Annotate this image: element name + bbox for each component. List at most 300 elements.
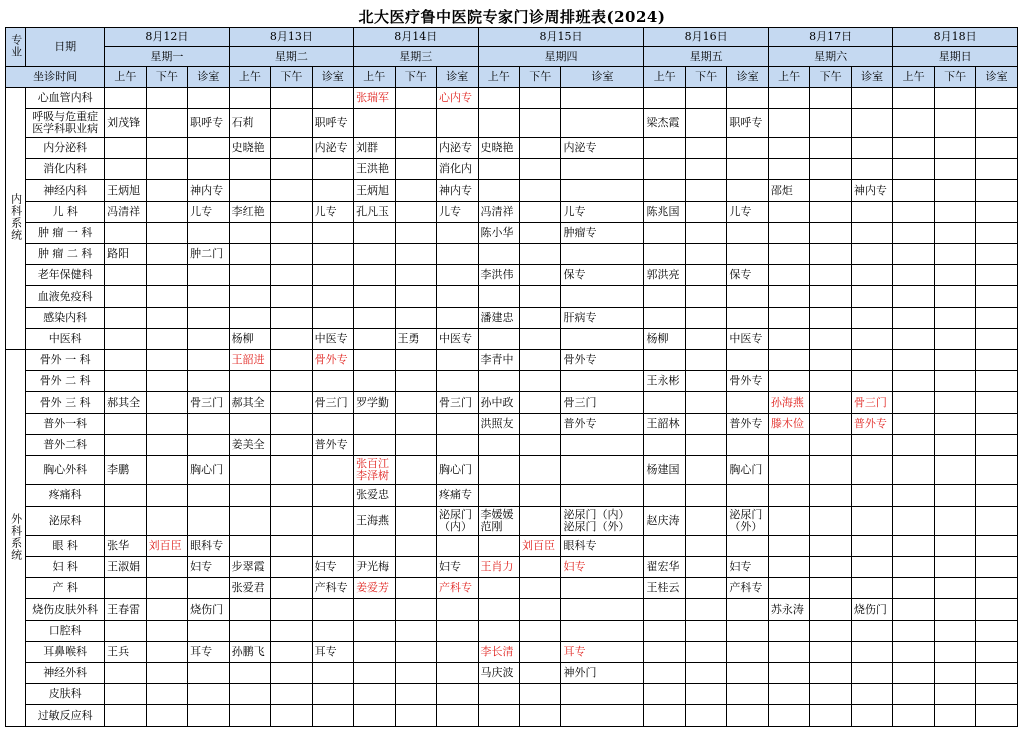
session-header: 下午 — [271, 67, 312, 87]
morning-cell — [768, 222, 809, 243]
morning-cell — [105, 684, 146, 705]
room-cell — [561, 434, 644, 455]
room-cell — [727, 159, 768, 180]
afternoon-cell — [934, 620, 975, 641]
morning-cell: 史晓艳 — [478, 138, 519, 159]
room-cell — [976, 286, 1018, 307]
room-cell — [976, 180, 1018, 201]
afternoon-cell — [520, 159, 561, 180]
room-cell — [851, 485, 892, 506]
room-cell — [727, 599, 768, 620]
room-cell — [437, 108, 478, 137]
morning-cell: 刘茂锋 — [105, 108, 146, 137]
morning-cell — [105, 138, 146, 159]
afternoon-cell — [395, 485, 436, 506]
morning-cell — [229, 456, 270, 485]
session-header: 下午 — [520, 67, 561, 87]
afternoon-cell — [520, 265, 561, 286]
morning-cell — [893, 599, 934, 620]
morning-cell — [768, 434, 809, 455]
afternoon-cell — [934, 705, 975, 727]
session-header: 诊室 — [437, 67, 478, 87]
afternoon-cell — [685, 557, 726, 578]
room-cell: 泌尿门 （内） — [437, 506, 478, 535]
room-cell — [561, 456, 644, 485]
room-cell — [727, 222, 768, 243]
morning-cell: 冯清祥 — [478, 201, 519, 222]
room-cell — [727, 180, 768, 201]
room-cell — [312, 244, 353, 265]
schedule-row — [6, 641, 1018, 662]
afternoon-cell — [271, 506, 312, 535]
afternoon-cell — [520, 392, 561, 413]
morning-cell: 孙海燕 — [768, 392, 809, 413]
morning-cell: 史晓艳 — [229, 138, 270, 159]
morning-cell: 李鹏 — [105, 456, 146, 485]
afternoon-cell — [810, 456, 851, 485]
afternoon-cell — [271, 557, 312, 578]
room-cell: 骨外专 — [312, 350, 353, 371]
morning-cell — [768, 371, 809, 392]
department-name: 感染内科 — [26, 307, 105, 328]
afternoon-cell — [271, 244, 312, 265]
afternoon-cell — [395, 456, 436, 485]
morning-cell — [229, 485, 270, 506]
afternoon-cell — [685, 371, 726, 392]
room-cell — [437, 286, 478, 307]
morning-cell — [478, 87, 519, 108]
time-label: 坐诊时间 — [6, 67, 105, 87]
room-cell — [976, 557, 1018, 578]
morning-cell — [105, 286, 146, 307]
room-cell — [851, 578, 892, 599]
morning-cell — [229, 371, 270, 392]
room-cell — [976, 663, 1018, 684]
schedule-row — [6, 159, 1018, 180]
room-cell — [561, 180, 644, 201]
room-cell — [727, 663, 768, 684]
schedule-row — [6, 222, 1018, 243]
room-cell — [312, 485, 353, 506]
morning-cell — [229, 265, 270, 286]
morning-cell — [229, 159, 270, 180]
afternoon-cell — [934, 557, 975, 578]
department-name: 过敏反应科 — [26, 705, 105, 727]
schedule-row — [6, 705, 1018, 727]
schedule-row — [6, 307, 1018, 328]
room-cell — [188, 307, 229, 328]
morning-cell — [893, 244, 934, 265]
room-cell — [851, 286, 892, 307]
room-cell — [312, 159, 353, 180]
room-cell — [976, 434, 1018, 455]
afternoon-cell — [810, 620, 851, 641]
day-date: 8月15日 — [478, 28, 644, 47]
morning-cell — [354, 328, 395, 349]
morning-cell: 姜爱芳 — [354, 578, 395, 599]
afternoon-cell — [520, 108, 561, 137]
afternoon-cell — [934, 265, 975, 286]
morning-cell — [105, 265, 146, 286]
specialty-header-text: 专业 — [9, 33, 23, 58]
morning-cell — [478, 705, 519, 727]
morning-cell — [105, 485, 146, 506]
afternoon-cell — [934, 663, 975, 684]
morning-cell — [644, 620, 685, 641]
room-cell — [727, 434, 768, 455]
afternoon-cell — [810, 307, 851, 328]
afternoon-cell — [146, 392, 187, 413]
morning-cell — [768, 535, 809, 556]
afternoon-cell — [934, 578, 975, 599]
morning-cell — [893, 328, 934, 349]
room-cell — [437, 620, 478, 641]
morning-cell — [105, 506, 146, 535]
afternoon-cell — [271, 180, 312, 201]
schedule-row — [6, 620, 1018, 641]
morning-cell — [893, 265, 934, 286]
room-cell — [727, 684, 768, 705]
morning-cell — [105, 578, 146, 599]
afternoon-cell — [810, 328, 851, 349]
morning-cell — [229, 620, 270, 641]
department-name: 疼痛科 — [26, 485, 105, 506]
schedule-table — [5, 27, 1018, 727]
afternoon-cell — [934, 222, 975, 243]
room-cell — [976, 578, 1018, 599]
morning-cell — [893, 578, 934, 599]
afternoon-cell — [271, 663, 312, 684]
room-cell — [851, 535, 892, 556]
morning-cell — [478, 286, 519, 307]
morning-cell — [478, 620, 519, 641]
morning-cell — [105, 371, 146, 392]
morning-cell — [893, 159, 934, 180]
afternoon-cell — [520, 456, 561, 485]
afternoon-cell — [810, 535, 851, 556]
room-cell: 骨三门 — [188, 392, 229, 413]
afternoon-cell — [934, 434, 975, 455]
room-cell — [561, 159, 644, 180]
morning-cell — [644, 159, 685, 180]
room-cell — [561, 371, 644, 392]
morning-cell — [768, 307, 809, 328]
department-name: 内分泌科 — [26, 138, 105, 159]
category-label: 内科系统 — [9, 192, 23, 241]
afternoon-cell — [685, 506, 726, 535]
afternoon-cell — [520, 599, 561, 620]
afternoon-cell — [685, 392, 726, 413]
room-cell: 骨三门 — [312, 392, 353, 413]
room-cell — [727, 138, 768, 159]
afternoon-cell — [810, 578, 851, 599]
day-weekday: 星期日 — [893, 47, 1018, 67]
room-cell — [976, 371, 1018, 392]
afternoon-cell — [146, 159, 187, 180]
afternoon-cell — [395, 108, 436, 137]
afternoon-cell — [685, 485, 726, 506]
room-cell: 神内专 — [188, 180, 229, 201]
room-cell — [188, 620, 229, 641]
morning-cell: 王肖力 — [478, 557, 519, 578]
morning-cell — [105, 307, 146, 328]
room-cell: 职呼专 — [188, 108, 229, 137]
room-cell: 妇专 — [561, 557, 644, 578]
schedule-row — [6, 180, 1018, 201]
afternoon-cell — [395, 350, 436, 371]
room-cell — [188, 371, 229, 392]
morning-cell — [644, 350, 685, 371]
afternoon-cell — [271, 307, 312, 328]
room-cell — [437, 350, 478, 371]
schedule-row — [6, 392, 1018, 413]
morning-cell — [478, 371, 519, 392]
room-cell: 肿二门 — [188, 244, 229, 265]
afternoon-cell — [146, 434, 187, 455]
room-cell — [727, 392, 768, 413]
morning-cell — [354, 535, 395, 556]
room-cell — [727, 286, 768, 307]
department-name: 心血管内科 — [26, 87, 105, 108]
afternoon-cell — [395, 138, 436, 159]
room-cell: 内泌专 — [312, 138, 353, 159]
afternoon-cell — [520, 371, 561, 392]
afternoon-cell — [810, 641, 851, 662]
room-cell — [312, 265, 353, 286]
afternoon-cell — [395, 222, 436, 243]
afternoon-cell — [934, 328, 975, 349]
afternoon-cell — [520, 307, 561, 328]
room-cell — [437, 307, 478, 328]
morning-cell — [893, 663, 934, 684]
room-cell — [851, 307, 892, 328]
schedule-row — [6, 663, 1018, 684]
afternoon-cell — [395, 244, 436, 265]
afternoon-cell — [810, 108, 851, 137]
afternoon-cell — [271, 350, 312, 371]
afternoon-cell — [395, 641, 436, 662]
room-cell — [851, 159, 892, 180]
morning-cell: 李洪伟 — [478, 265, 519, 286]
afternoon-cell — [520, 222, 561, 243]
morning-cell — [644, 705, 685, 727]
afternoon-cell — [146, 138, 187, 159]
room-cell: 肝病专 — [561, 307, 644, 328]
morning-cell: 张爱君 — [229, 578, 270, 599]
afternoon-cell — [146, 286, 187, 307]
room-cell — [188, 434, 229, 455]
day-weekday: 星期三 — [354, 47, 478, 67]
afternoon-cell — [146, 641, 187, 662]
day-weekday: 星期一 — [105, 47, 229, 67]
afternoon-cell — [146, 620, 187, 641]
afternoon-cell — [810, 557, 851, 578]
morning-cell: 张华 — [105, 535, 146, 556]
department-name: 耳鼻喉科 — [26, 641, 105, 662]
room-cell — [851, 350, 892, 371]
schedule-row — [6, 265, 1018, 286]
morning-cell: 孙中政 — [478, 392, 519, 413]
afternoon-cell — [934, 159, 975, 180]
day-weekday: 星期四 — [478, 47, 644, 67]
room-cell — [851, 108, 892, 137]
afternoon-cell — [520, 87, 561, 108]
department-name: 骨外 三 科 — [26, 392, 105, 413]
room-cell — [561, 578, 644, 599]
schedule-row — [6, 485, 1018, 506]
room-cell — [312, 307, 353, 328]
morning-cell: 王海燕 — [354, 506, 395, 535]
afternoon-cell — [520, 557, 561, 578]
morning-cell: 陈小华 — [478, 222, 519, 243]
morning-cell — [893, 641, 934, 662]
afternoon-cell — [271, 159, 312, 180]
afternoon-cell — [271, 138, 312, 159]
morning-cell — [105, 222, 146, 243]
morning-cell — [354, 599, 395, 620]
morning-cell — [768, 705, 809, 727]
morning-cell — [478, 159, 519, 180]
afternoon-cell — [810, 506, 851, 535]
afternoon-cell — [395, 87, 436, 108]
afternoon-cell — [271, 641, 312, 662]
morning-cell — [229, 599, 270, 620]
room-cell — [851, 371, 892, 392]
room-cell — [851, 684, 892, 705]
afternoon-cell — [810, 663, 851, 684]
morning-cell — [229, 244, 270, 265]
afternoon-cell — [520, 328, 561, 349]
specialty-header — [6, 28, 26, 67]
room-cell — [437, 434, 478, 455]
morning-cell — [478, 434, 519, 455]
morning-cell: 王春雷 — [105, 599, 146, 620]
department-name: 老年保健科 — [26, 265, 105, 286]
afternoon-cell — [146, 180, 187, 201]
afternoon-cell — [146, 307, 187, 328]
schedule-row — [6, 535, 1018, 556]
day-weekday: 星期五 — [644, 47, 768, 67]
afternoon-cell — [810, 392, 851, 413]
morning-cell — [893, 222, 934, 243]
room-cell — [976, 456, 1018, 485]
morning-cell — [644, 87, 685, 108]
day-weekday: 星期二 — [229, 47, 353, 67]
morning-cell: 王洪艳 — [354, 159, 395, 180]
morning-cell — [644, 307, 685, 328]
morning-cell: 步翠霞 — [229, 557, 270, 578]
room-cell: 胸心门 — [437, 456, 478, 485]
room-cell: 消化内 — [437, 159, 478, 180]
room-cell — [851, 201, 892, 222]
morning-cell — [229, 180, 270, 201]
schedule-row — [6, 286, 1018, 307]
afternoon-cell — [271, 286, 312, 307]
afternoon-cell — [271, 456, 312, 485]
morning-cell: 路阳 — [105, 244, 146, 265]
room-cell — [188, 350, 229, 371]
morning-cell: 郭洪亮 — [644, 265, 685, 286]
afternoon-cell — [934, 456, 975, 485]
afternoon-cell — [395, 159, 436, 180]
morning-cell: 杨柳 — [644, 328, 685, 349]
session-header: 上午 — [768, 67, 809, 87]
morning-cell — [644, 684, 685, 705]
department-name: 普外二科 — [26, 434, 105, 455]
morning-cell — [229, 286, 270, 307]
room-cell: 内泌专 — [437, 138, 478, 159]
morning-cell — [354, 307, 395, 328]
schedule-row — [6, 599, 1018, 620]
room-cell — [188, 485, 229, 506]
room-cell: 妇专 — [437, 557, 478, 578]
afternoon-cell — [520, 413, 561, 434]
morning-cell — [478, 485, 519, 506]
afternoon-cell — [520, 350, 561, 371]
afternoon-cell — [271, 265, 312, 286]
room-cell — [727, 87, 768, 108]
morning-cell: 王淑娟 — [105, 557, 146, 578]
morning-cell — [354, 663, 395, 684]
room-cell — [561, 705, 644, 727]
room-cell — [976, 222, 1018, 243]
room-cell — [188, 578, 229, 599]
morning-cell — [768, 578, 809, 599]
morning-cell — [768, 244, 809, 265]
afternoon-cell — [146, 684, 187, 705]
room-cell — [312, 620, 353, 641]
room-cell — [312, 456, 353, 485]
room-cell: 保专 — [561, 265, 644, 286]
session-header: 上午 — [105, 67, 146, 87]
room-cell: 泌尿门（内） 泌尿门（外） — [561, 506, 644, 535]
afternoon-cell — [146, 456, 187, 485]
afternoon-cell — [934, 599, 975, 620]
morning-cell — [354, 286, 395, 307]
morning-cell — [768, 620, 809, 641]
afternoon-cell — [934, 535, 975, 556]
room-cell: 胸心门 — [727, 456, 768, 485]
morning-cell — [105, 87, 146, 108]
afternoon-cell — [810, 599, 851, 620]
morning-cell — [893, 620, 934, 641]
afternoon-cell — [271, 201, 312, 222]
room-cell — [851, 138, 892, 159]
morning-cell: 潘建忠 — [478, 307, 519, 328]
day-date: 8月16日 — [644, 28, 768, 47]
morning-cell — [229, 222, 270, 243]
schedule-row — [6, 108, 1018, 137]
morning-cell — [893, 307, 934, 328]
schedule-row — [6, 557, 1018, 578]
afternoon-cell — [685, 138, 726, 159]
afternoon-cell — [685, 684, 726, 705]
room-cell: 儿专 — [188, 201, 229, 222]
afternoon-cell — [810, 244, 851, 265]
morning-cell — [644, 222, 685, 243]
afternoon-cell — [271, 108, 312, 137]
room-cell: 职呼专 — [727, 108, 768, 137]
room-cell — [312, 535, 353, 556]
afternoon-cell — [271, 535, 312, 556]
afternoon-cell — [271, 222, 312, 243]
room-cell — [976, 684, 1018, 705]
afternoon-cell — [146, 350, 187, 371]
department-name: 泌尿科 — [26, 506, 105, 535]
morning-cell: 王桂云 — [644, 578, 685, 599]
morning-cell: 王兵 — [105, 641, 146, 662]
morning-cell — [644, 244, 685, 265]
